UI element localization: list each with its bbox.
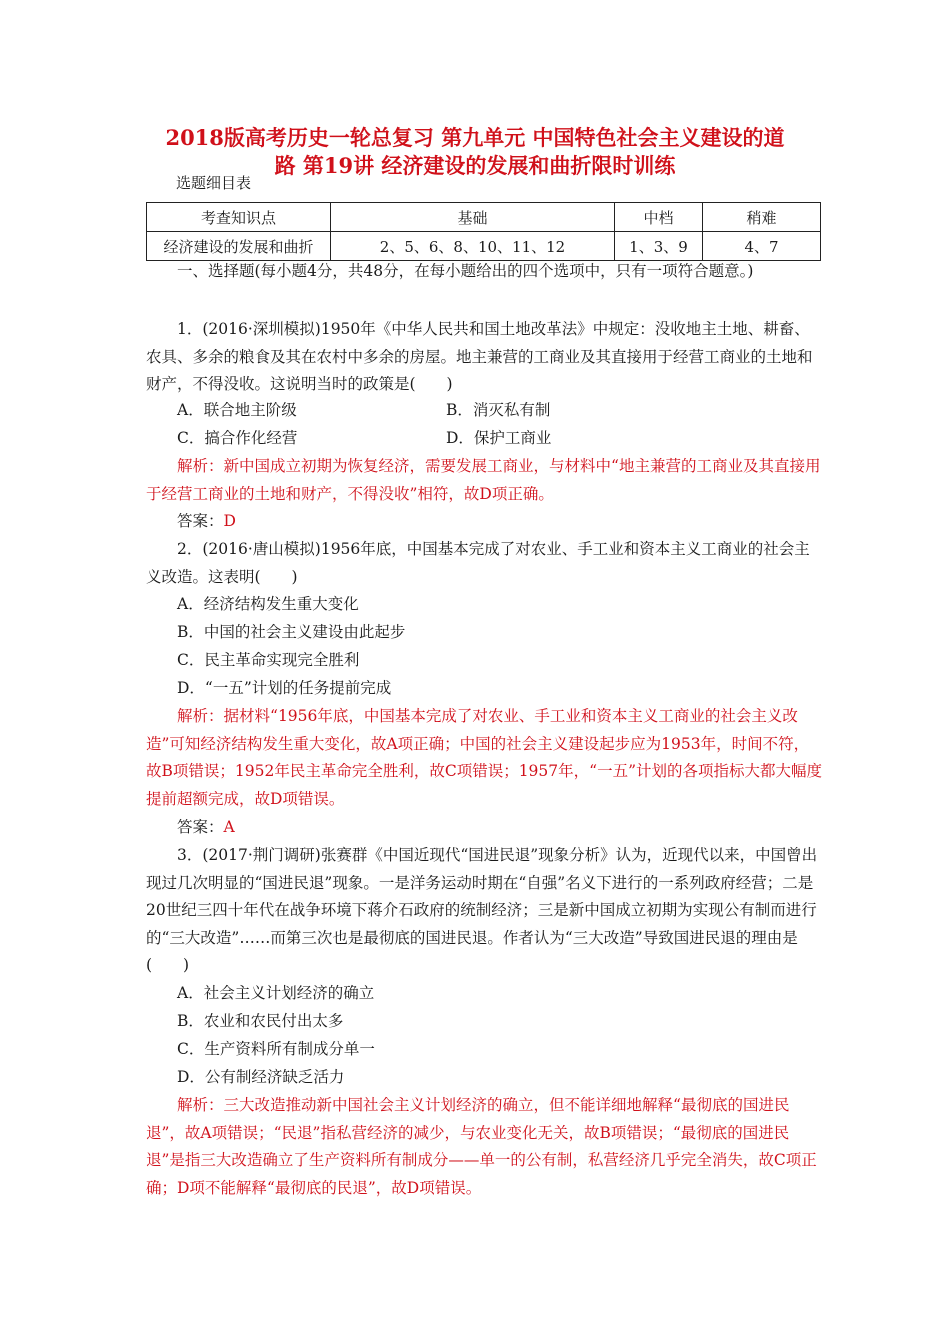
analysis-text: 据材料“1956年底，中国基本完成了对农业、手工业和资本主义工商业的社会主义改造”可知经济结构发生重大变化，故A项正确；中国的社会主义建设起步应为1953年，时间不符，故B项错误；1952年民主革命完全胜利，故C项错误；1957年，“一五”计划的各项指标大都大幅度提前超额完成，故D项错误。 (146, 707, 822, 808)
answer-value: A (223, 818, 235, 836)
analysis-label: 解析： (177, 457, 224, 475)
question-3-stem: 3．(2017·荆门调研)张赛群《中国近现代“国进民退”现象分析》认为，近现代以来，中国曾出现过几次明显的“国进民退”现象。一是洋务运动时期在“自强”名义下进行的一系列政府经营；二是20世纪三四十年代在战争环境下蒋介石政府的统制经济；三是新中国成立初期为实现公有制而进行的“三大改造”……而第三次也是最彻底的国进民退。作者认为“三大改造”导致国进民退的理由是( ) (146, 846, 818, 975)
table-header-cell: 中档 (615, 203, 703, 232)
question-2-stem: 2．(2016·唐山模拟)1956年底，中国基本完成了对农业、手工业和资本主义工商业的社会主义改造。这表明( ) (146, 540, 810, 586)
table-cell: 4、7 (703, 232, 821, 261)
question-3-option-a: A．社会主义计划经济的确立 (177, 984, 375, 1002)
question-2-option-c: C．民主革命实现完全胜利 (177, 651, 360, 669)
question-2-analysis (146, 703, 822, 813)
analysis-label: 解析： (177, 707, 224, 725)
table-caption: 选题细目表 (176, 174, 252, 192)
document-title-line-2: 路 第19讲 经济建设的发展和曲折限时训练 (274, 153, 676, 178)
question-1-option-a: A．联合地主阶级 (177, 401, 297, 419)
question-1-stem: 1．(2016·深圳模拟)1950年《中华人民共和国土地改革法》中规定：没收地主土地、耕畜、农具、多余的粮食及其在农村中多余的房屋。地主兼营的工商业及其直接用于经营工商业的土地和财产，不得没收。这说明当时的政策是( ) (146, 320, 813, 394)
analysis-label: 解析： (177, 1096, 224, 1114)
question-1-option-c: C．搞合作化经营 (177, 429, 298, 447)
table-header-cell: 考查知识点 (147, 203, 331, 232)
question-3-analysis (146, 1092, 822, 1202)
answer-label: 答案： (177, 818, 224, 836)
question-2-answer (146, 814, 822, 842)
table-cell: 1、3、9 (615, 232, 703, 261)
section-heading: 一、选择题(每小题4分，共48分，在每小题给出的四个选项中，只有一项符合题意。) (177, 262, 754, 280)
document-title-line-1: 2018版高考历史一轮总复习 第九单元 中国特色社会主义建设的道 (165, 125, 785, 150)
question-3-option-d: D．公有制经济缺乏活力 (177, 1068, 345, 1086)
answer-value: D (223, 512, 236, 530)
question-3-option-b: B．农业和农民付出太多 (177, 1012, 344, 1030)
question-2-option-a: A．经济结构发生重大变化 (177, 595, 359, 613)
table-header-row (147, 203, 821, 232)
analysis-text: 三大改造推动新中国社会主义计划经济的确立，但不能详细地解释“最彻底的国进民退”，故A项错误；“民退”指私营经济的减少，与农业变化无关，故B项错误；“最彻底的国进民退”是指三大改造确立了生产资料所有制成分——单一的公有制，私营经济几乎完全消失，故C项正确；D项不能解释“最彻底的民退”，故D项错误。 (146, 1096, 817, 1197)
table-row (147, 232, 821, 261)
question-1-option-b: B．消灭私有制 (446, 401, 551, 419)
question-2-option-d: D．“一五”计划的任务提前完成 (177, 679, 392, 697)
question-3-option-c: C．生产资料所有制成分单一 (177, 1040, 375, 1058)
question-1-option-d: D．保护工商业 (446, 429, 552, 447)
table-cell: 经济建设的发展和曲折 (147, 232, 331, 261)
question-1-analysis (146, 453, 822, 508)
table-header-cell: 基础 (331, 203, 615, 232)
answer-label: 答案： (177, 512, 224, 530)
table-cell: 2、5、6、8、10、11、12 (331, 232, 615, 261)
question-2-option-b: B．中国的社会主义建设由此起步 (177, 623, 406, 641)
analysis-text: 新中国成立初期为恢复经济，需要发展工商业，与材料中“地主兼营的工商业及其直接用于经营工商业的土地和财产，不得没收”相符，故D项正确。 (146, 457, 821, 503)
topic-table (146, 202, 821, 261)
question-1-answer (146, 508, 822, 536)
table-header-cell: 稍难 (703, 203, 821, 232)
